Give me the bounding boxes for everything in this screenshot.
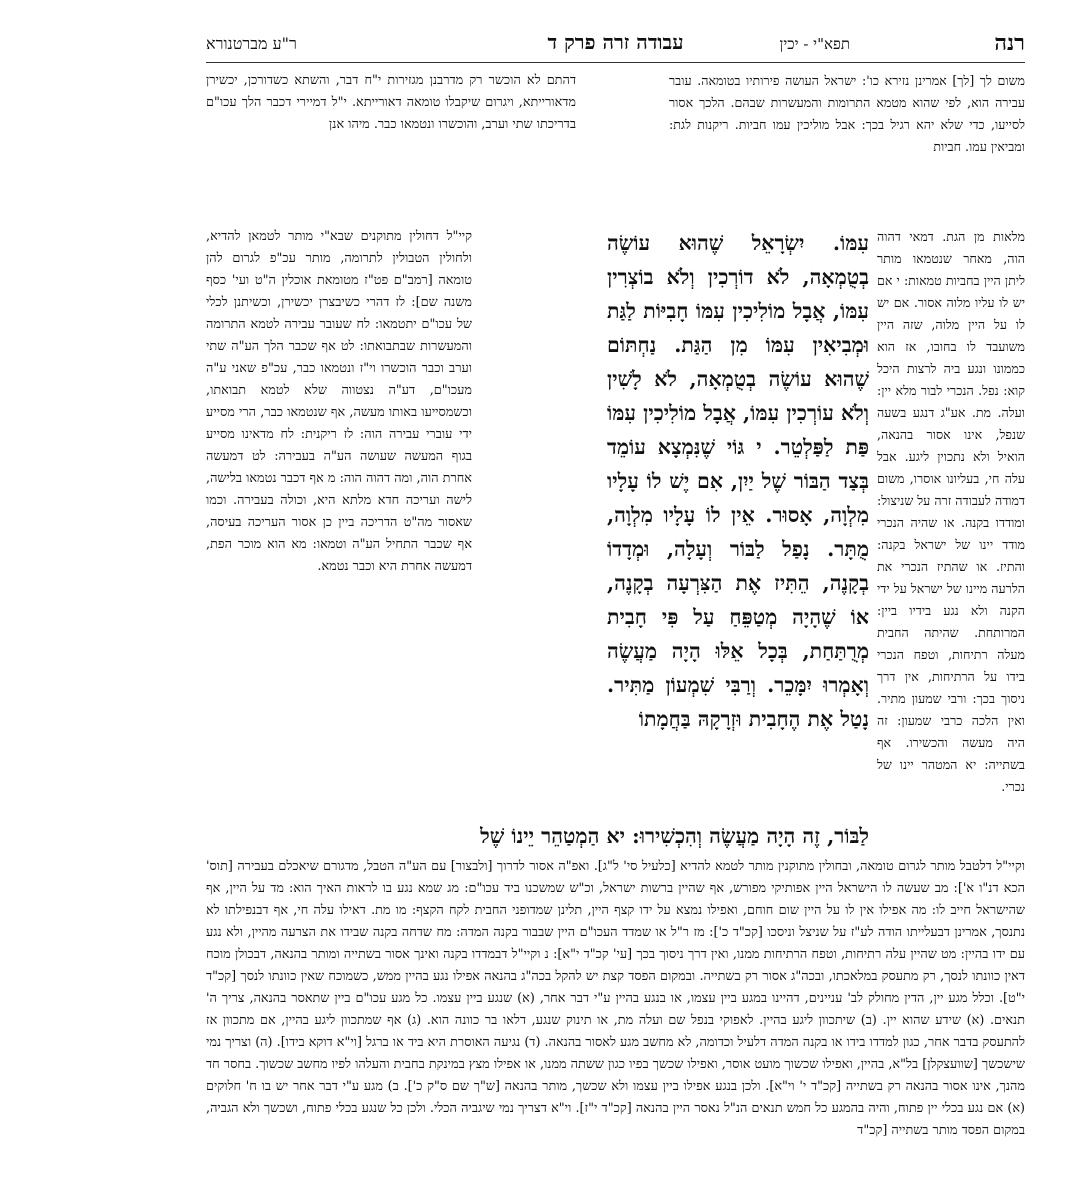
mishnah-text: עִמּוֹ. יִשְׂרָאֵל שֶׁהוּא עוֹשֶׂה בְטֻמְאָה, לֹא דוֹרְכִין וְלֹא בוֹצְרִין עִמּוֹ, אֲבָל מוֹלִיכִין עִמּוֹ חָבִיּוֹת לַגַּת וּמְבִיאִין עִמּוֹ מִן הַגַּת. נַחְתּוֹם שֶׁהוּא עוֹשֶׂה בְטֻמְאָה, לֹא לָשִׁין וְלֹא עוֹרְכִין עִמּוֹ, אֲבָל מוֹלִיכִין עִמּוֹ פַּת לַפַּלְטֵר. י גּוֹי שֶׁנִּמְצָא עוֹמֵד בְּצַד הַבּוֹר שֶׁל יַיִן, אִם יֶשׁ לוֹ עָלָיו מִלְוָה, אָסוּר. אֵין לוֹ עָלָיו מִלְוָה, מֻתָּר. נָפַל לַבּוֹר וְעָלָה, וּמְדָדוֹ בְקָנֶה, הֵתִּיז אֶת הַצִּרְעָה בְקָנֶה, אוֹ שֶׁהָיָה מְטַפֵּחַ עַל פִּי חָבִית מְרֻתַּחַת, בְּכָל אֵלּוּ הָיָה מַעֲשֶׂה וְאָמְרוּ יִמָּכֵר. וְרַבִּי שִׁמְעוֹן מַתִּיר. נָטַל אֶת הֶחָבִית וּזְרָקָהּ בַּחֲמָתוֹ: [607, 231, 869, 731]
bartenura-commentary-column: מלאות מן הגת. דמאי דהוה הוה, מאחר שנטמאו מותר ליתן היין בחביות טמאות: י אם יש לו עליו מלוה אסור. אם יש לו על היין מלוה, שזה היין משועבד לו בחובו, אז הוא כממונו ונגע ביה לרצות היכל קוא: נפל. הנכרי לבור מלא יין: ועלה. מת. אע"ג דנגע בשעה שנפל, אינו אסור בהנאה, הואיל ולא נתכוין ליגע. אבל עלה חי, בעליונו אוסרו, משום דמודה לעבודה זרה על שניצול: ומודדו בקנה. או שהיה הנכרי מודד יינו של ישראל בקנה: והתיז. או שהתיז הנכרי את הלרעה מיינו של ישראל על ידי הקנה ולא נגע בידיו ביין: המרותחת. שהיתה החבית מעלה רתיחות, וטפח הנכרי בידו על הרתיחות, אין דרך ניסוך בכך: ורבי שמעון מתיר. ואין הלכה כרבי שמעון: זה היה מעשה והכשירו. אף בשתייה: יא המטהר יינו של נכרי.: [877, 229, 1025, 794]
chapter-title: עבודה זרה פרק ד: [547, 30, 684, 54]
header-rule: [206, 62, 1025, 63]
tosafot-commentary-column: קיי"ל דחולין מתוקנים שבא"י מותר לטמאן להדיא, ולחולין הטבולין לתרומה, מותר עכ"פ לגרום להן טומאה [רמב"ם פט"ז מטומאת אוכלין ה"ט ועי' כסף משנה שם]: לז דהרי כשיבצרן יכשירן, וכשיתנן לכלי של עכו"ם יתטמאו: לח שעובר עבירה לטמא התרומה והמעשרות שבתבואתו: לט אף שכבר הלך הע"ה שתי וערב וכבר הוכשרו וי"ז ונטמאו כבר, עכ"פ שאני ע"ה מעכו"ם, דע"ה נצטווה שלא לטמא תבואתו, וכשמסייעו באותו מעשה, אף שנטמאו כבר, הרי מסייע ידי עוברי עבירה הוה: לז ריקנית: לח מדאינו מסייע בגוף המעשה שעושה הע"ה בעבירה: לט דמעשה אחרת הוה, ומה דהוה הוה: מ אף דכבר נטמאו בלישה, לישה ועריכה חדא מלתא היא, וכולה בעבירה. וכמו שאסור מה"ט הדריכה ביין כן אסור העריכה בעיסה, אף שכבר התחיל הע"ה וטמאו: מא הוא מוכר הפת, דמעשה אחרת היא וכבר נטמא.: [206, 229, 472, 574]
running-header: [206, 30, 1025, 60]
bartenura-commentary-top: משום לך [לך] אמרינן נזירא כו': ישראל העושה פירותיו בטומאה. עובר עבירה הוא, לפי שהוא מטמא התרומות והמעשרות שבהם. הלכך אסור לסייעו, כדי שלא יהא רגיל בכך: אבל מוליכין עמו חביות. ריקנות לגת: ומביאין עמו. חביות: [669, 73, 1025, 154]
header-year: תפא"י - יכין: [779, 35, 850, 53]
tosafot-commentary-top: דהתם לא הוכשר רק מדרבנן מגזירות י"ח דבר, והשתא כשדורכן, יכשירן מדאורייתא, ויגרום שיקבלו טומאה דאורייתא. י"ל דמיירי דכבר הלך עכו"ם בדריכתו שתי וערב, והוכשרו ונטמאו כבר. מיהו אנן: [206, 73, 576, 132]
page-number: רנה: [994, 30, 1025, 56]
bottom-commentary: וקיי"ל דלטבל מותר לגרום טומאה, ובחולין מתוקנין מותר לטמא להדיא [כלעיל סי' ל"ג]. ואפ"ה אסור לדרוך [ולבצור] עם הע"ה הטבל, מדגורם שיאכלם בעבירה [תוס' הכא דנ"ו א']: מב שעשה לו הישראל היין אפותיקי מפורש, אף שהיין ברשות ישראל, וכ"ש שמשכנו ביד עכו"ם: מג שמא נגע בו לראות האיך הוא: מד על היין, אף שהישראל חייב לו: מה אפילו אין לו על היין שום חוחם, ואפילו נמצא על ידו קצף היין, תלינן שמדופני החבית לקח הקצף: מו מת. דאילו עלה חי, אף דבנפילתו לא נתנסך, אמרינן דבעלייתו הודה לע"ז על שניצל וניסכו [קכ"ד כ']: מז ר"ל או שמדד העכו"ם היין שבבור בקנה המדה: מח שדחה בקנה שבידו את הצרעה מהיין, ולא נגע עם ידו בהיין: מט שהיין עלה רתיחות, וטפח הרתיחות ממנו, ואין דרך ניסוך בכך [עי' קכ"ד י"א]: נ וקיי"ל דבמדדו בקנה ואינך אסור בשתייה ומותר בהנאה, דבכולן מוכח דאין כוונתו לנסך, רק מתעסק במלאכתו, ובכה"ג אסור רק בשתייה. ובמקום הפסד קצת יש להקל בכה"ג בהנאה אפילו נגע בהיין ממש, כשמוכח שאין כוונתו לנסך [קכ"ד י"ט]. וכלל מגע יין, הדין מחולק לב' עניינים, דהיינו במגע ביין עצמו, או בנגע בהיין ע"י דבר אחר, (א) שנגע ביין עצמו. כל מגע עכו"ם ביין שתאסר בהנאה, צריך ה' תנאים. (א) שידע שהוא יין. (ב) שיתכוון ליגע בהיין. לאפוקי בנפל שם ועלה מת, או תינוק שנגע, דלאו בר כוונה הוא. (ג) אף שמתכוון ליגע בהיין, אם מתכוון אז להתעסק בדבר אחר, כגון למדדו בידו או בקנה המדה דלעיל וכדומה, לא מחשב מגע לאסור בהנאה. (ד) נגיעה האוסרת היא ביד או ברגל [וי"א דוקא בידו]. (ה) וצריך נמי שישכשך [שוועצקלן] בל"א, בהיין, ואפילו שכשוך מועט אוסר, ואפילו שכשך בפיו כגון ששתה ממנו, או אפילו מצץ במינקת בחבית והעלהו לפיו מחשב שכשוך. בחסר חד מהנך, אינו אסור בהנאה רק בשתייה [קכ"ד י' וי"א]. ולכן בנגע אפילו ביין עצמו ולא שכשך, מותר בהנאה [ש"ך שם ס"ק כ']. ב) מגע ע"י דבר אחר יש בו ח' חלוקים (א) אם נגע בכלי יין פתוח, והיה בהמגע כל חמש תנאים הנ"ל נאסר היין בהנאה [קכ"ד י"ז]. וי"א דצריך נמי שיגביה הכלי. ולכן כל שנגע בכלי פתוח, ושכשך ולא הגביה, במקום הפסד מותר בשתייה [קכ"ד: [206, 859, 1025, 1138]
mishnah-text-tail: לַבּוֹר, זֶה הָיָה מַעֲשֶׂה וְהִכְשִׁירוּ: יא הַמְטַהֵר יֵינוֹ שֶׁל: [480, 824, 869, 848]
commentary-title: ר"ע מברטנורא: [206, 34, 297, 53]
